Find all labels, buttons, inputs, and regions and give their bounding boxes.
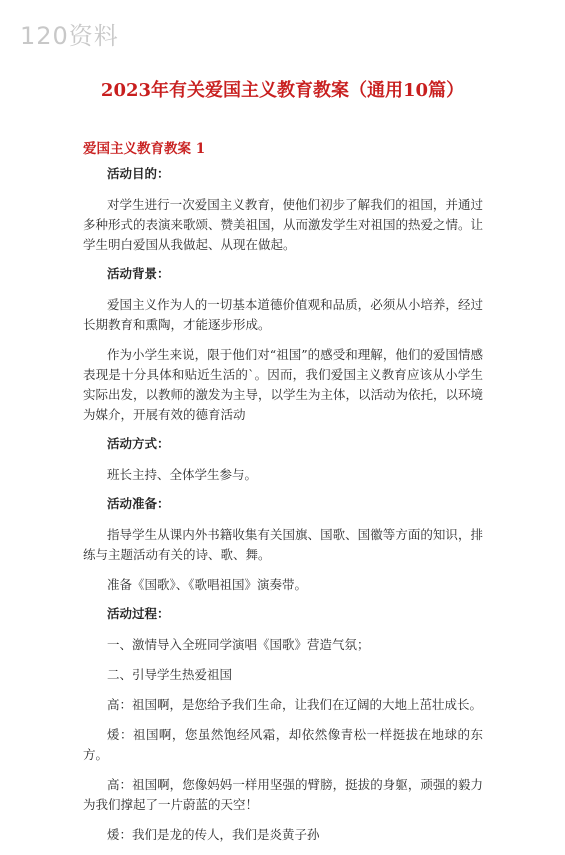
paragraph: 对学生进行一次爱国主义教育，使他们初步了解我们的祖国，并通过多种形式的表演来歌颂、赞美祖国，从而激发学生对祖国的热爱之情。让学生明白爱国从我做起、从现在做起。 <box>83 197 484 252</box>
paragraph: 二、引导学生热爱祖国 <box>107 667 233 682</box>
subheading-process: 活动过程： <box>107 606 170 621</box>
paragraph: 指导学生从课内外书籍收集有关国旗、国歌、国徽等方面的知识，排练与主题活动有关的诗、歌、舞。 <box>83 527 483 562</box>
subheading-preparation: 活动准备： <box>107 496 170 511</box>
subheading-method: 活动方式： <box>107 436 170 451</box>
subheading-background: 活动背景： <box>107 266 170 281</box>
subheading-purpose: 活动目的： <box>107 166 170 181</box>
document-title: 2023年有关爱国主义教育教案（通用10篇） <box>100 80 465 101</box>
paragraph: 高：祖国啊，您像妈妈一样用坚强的臂膀，挺拔的身躯，顽强的毅力为我们撑起了一片蔚蓝的天空！ <box>83 777 483 812</box>
paragraph: 班长主持、全体学生参与。 <box>107 467 258 482</box>
document-body <box>83 165 483 855</box>
paragraph: 煖：我们是龙的传人，我们是炎黄子孙 <box>107 827 320 842</box>
watermark: 120资料 <box>20 22 119 50</box>
paragraph: 一、激情导入全班同学演唱《国歌》营造气氛； <box>107 637 370 652</box>
paragraph: 作为小学生来说，限于他们对“祖国”的感受和理解，他们的爱国情感表现是十分具体和贴近生活的`。因而，我们爱国主义教育应该从小学生实际出发，以教师的激发为主导，以学生为主体，以活动为依托，以环境为媒介，开展有效的德育活动 <box>83 347 484 422</box>
paragraph: 爱国主义作为人的一切基本道德价值观和品质，必须从小培养，经过长期教育和熏陶，才能逐步形成。 <box>83 297 483 332</box>
section-heading: 爱国主义教育教案 1 <box>83 141 206 157</box>
paragraph: 准备《国歌》、《歌唱祖国》演奏带。 <box>107 577 308 592</box>
paragraph: 煖：祖国啊，您虽然饱经风霜，却依然像青松一样挺拔在地球的东方。 <box>83 727 483 762</box>
paragraph: 高：祖国啊，是您给予我们生命，让我们在辽阔的大地上茁壮成长。 <box>107 697 483 712</box>
